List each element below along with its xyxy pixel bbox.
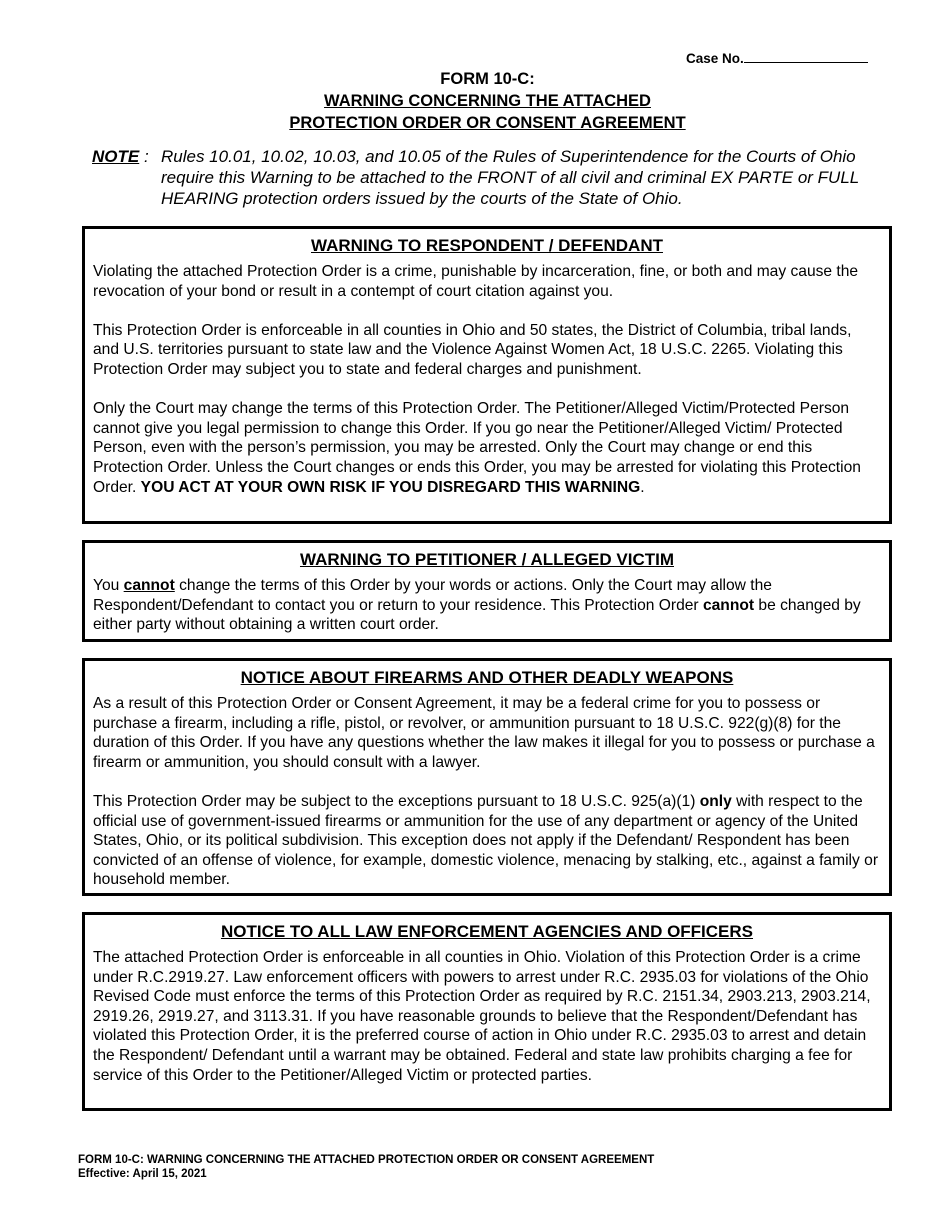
firearms-paragraph-1: As a result of this Protection Order or Consent Agreement, it may be a federal crime for you to possess or purchase a firearm, including a rifle, pistol, or revolver, or ammunition pursuant to 18 U.S.C. 922(g)(8) for the duration of this Order. If you have any questions whether the law makes it illegal for you to possess or purchase a firearm or ammunition, you should consult with a lawyer. [93,695,875,771]
firearms-paragraph-2-text: This Protection Order may be subject to the exceptions pursuant to 18 U.S.C. 925(a)(1) [93,792,700,810]
note-label: NOTE [92,147,140,166]
law-enforcement-notice-box [82,912,892,1111]
firearms-notice-box [82,658,892,896]
page-footer [78,1153,654,1181]
petitioner-warning-box [82,540,892,642]
law-enforcement-paragraph: The attached Protection Order is enforceable in all counties in Ohio. Violation of this Protection Order is a crime under R.C.2919.27. Law enforcement officers with powers to arrest under R.C. 2935.03 for violations of the Ohio Revised Code must enforce the terms of this Protection Order as required by R.C. 2151.34, 2903.213, 2903.214, 2919.26, 2919.27, and 3113.31. If you have reasonable grounds to believe that the Respondent/Defendant has violated this Protection Order, it is the preferred course of action in Ohio under R.C. 2935.03 to arrest and detain the Respondent/ Defendant until a warrant may be obtained. Federal and state law prohibits charging a fee for service of this Order to the Petitioner/Alleged Victim or protected parties. [93,949,871,1084]
respondent-warning-box [82,226,892,524]
form-id: FORM 10-C: [440,70,535,88]
respondent-paragraph-3 [93,399,881,497]
law-enforcement-heading: NOTICE TO ALL LAW ENFORCEMENT AGENCIES AND OFFICERS [220,922,754,941]
petitioner-text-1: You [93,577,124,594]
respondent-risk-warning: YOU ACT AT YOUR OWN RISK IF YOU DISREGARD THIS WARNING [140,478,641,496]
respondent-paragraph-3-end: . [640,478,645,496]
firearms-paragraph-2 [93,792,881,890]
case-number-blank [744,49,868,63]
note-colon: : [144,147,149,166]
petitioner-warning-heading: WARNING TO PETITIONER / ALLEGED VICTIM [299,550,674,569]
title-line-2: PROTECTION ORDER OR CONSENT AGREEMENT [289,114,686,132]
respondent-paragraph-3-text: Only the Court may change the terms of this Protection Order. The Petitioner/Alleged Victim/Protected Person cannot give you legal permission to change this Order. If you go near the Petitioner/Alleged Victim/ Protected Person, even with the person’s permission, you may be arrested. Only the Court may change or end this Protection Order. Unless the Court changes or ends this Order, you may be arrested for violating this Protection Order. [93,400,861,496]
respondent-warning-heading: WARNING TO RESPONDENT / DEFENDANT [311,236,663,255]
case-number-label: Case No. [686,51,744,66]
title-line-1: WARNING CONCERNING THE ATTACHED [324,92,651,110]
footer-effective-date: Effective: April 15, 2021 [78,1168,207,1180]
note-text: Rules 10.01, 10.02, 10.03, and 10.05 of the Rules of Superintendence for the Courts of Ohio require this Warning to be attached to the FRONT of all civil and criminal EX PARTE or FULL HEARING protection orders issued by the courts of the State of Ohio. [161,147,859,208]
firearms-emphasis-only: only [699,792,732,810]
respondent-paragraph-1: Violating the attached Protection Order is a crime, punishable by incarceration, fine, or both and may cause the revocation of your bond or result in a contempt of court citation against you. [93,263,859,300]
firearms-notice-heading: NOTICE ABOUT FIREARMS AND OTHER DEADLY WEAPONS [240,668,734,687]
firearms-paragraph-2-rest: with respect to the official use of government-issued firearms or ammunition for the use of any department or agency of the United States, Ohio, or its political subdivision. This exception does not apply if the Defendant/ Respondent has been convicted of an offense of violence, for example, domestic violence, menacing by stalking, etc., against a family or household member. [93,792,879,889]
footer-form-title: FORM 10-C: WARNING CONCERNING THE ATTACHED PROTECTION ORDER OR CONSENT AGREEMENT [78,1154,655,1166]
petitioner-paragraph [93,576,881,635]
petitioner-emphasis-cannot: cannot [123,577,175,594]
petitioner-text-2: change the terms of this Order by your words or actions. Only the Court may allow the Respondent/Defendant to contact you or return to your residence. This Protection Order [93,577,772,614]
petitioner-bold-cannot: cannot [702,596,755,614]
note-paragraph [92,146,892,209]
form-title [0,68,950,134]
petitioner-text-3: be changed by either party without obtaining a written court order. [93,596,861,634]
respondent-paragraph-2: This Protection Order is enforceable in all counties in Ohio and 50 states, the District of Columbia, tribal lands, and U.S. territories pursuant to state law and the Violence Against Women Act, 18 U.S.C. 2265. Violating this Protection Order may subject you to state and federal charges and punishment. [93,321,852,378]
case-number-field [686,49,868,66]
